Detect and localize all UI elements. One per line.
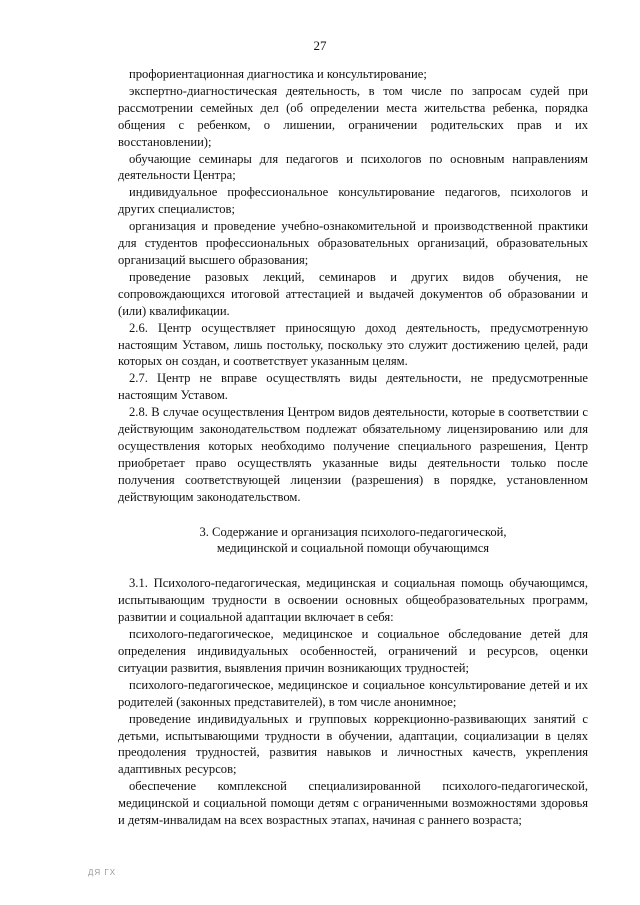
paragraph-practice-organization: организация и проведение учебно-ознакомительной и производственной практики для студентов профессиональных образовательных организаций, образовательных организаций высшего образования; <box>118 219 588 267</box>
paragraph-career-diagnostics: профориентационная диагностика и консультирование; <box>129 67 427 81</box>
clause-2-7: 2.7. Центр не вправе осуществлять виды деятельности, не предусмотренные настоящим Уставом. <box>118 371 588 403</box>
document-body <box>118 66 588 829</box>
paragraph-comprehensive-support: обеспечение комплексной специализированной психолого-педагогической, медицинской и социальной помощи детям с ограниченными возможностями здоровья и детям-инвалидам на всех возрастных этапах, начиная с раннего возраста; <box>118 779 588 828</box>
footer-stamp-mark: ДЯ ГХ <box>88 868 117 877</box>
clause-2-6: 2.6. Центр осуществляет приносящую доход деятельность, предусмотренную настоящим Уставом, лишь постольку, поскольку это служит достижению целей, ради которых он создан, и соответствует указанным целям. <box>118 320 588 369</box>
clause-2-8: 2.8. В случае осуществления Центром видов деятельности, которые в соответствии с действующим законодательством подлежат обязательному лицензированию или для осуществления которых необходимо получение специального разрешения, Центр приобретает право осуществлять указанные виды деятельности только после получения соответствующей лицензии (разрешения) в порядке, установленном действующим законодательством. <box>118 405 588 504</box>
section-3-heading <box>118 524 588 558</box>
paragraph-one-time-lectures: проведение разовых лекций, семинаров и других видов обучения, не сопровождающихся итоговой аттестацией и выдачей документов об образовании и (или) квалификации. <box>118 269 588 318</box>
paragraph-individual-consulting: индивидуальное профессиональное консультирование педагогов, психологов и других специалистов; <box>118 185 588 217</box>
section-3-heading-line-1: 3. Содержание и организация психолого-педагогической, <box>199 524 507 539</box>
paragraph-correctional-classes: проведение индивидуальных и групповых коррекционно-развивающих занятий с детьми, испытывающими трудности в обучении, адаптации, социализации в целях преодоления трудностей, развития навыков и личностных качеств, укрепления адаптивных ресурсов; <box>118 711 588 777</box>
page-number: 27 <box>313 38 327 53</box>
paragraph-consulting-children-parents: психолого-педагогическое, медицинское и социальное консультирование детей и их родителей (законных представителей), в том числе анонимное; <box>118 677 588 709</box>
clause-3-1: 3.1. Психолого-педагогическая, медицинская и социальная помощь обучающимся, испытывающим трудности в освоении основных общеобразовательных программ, развитии и социальной адаптации включает в себя: <box>118 576 588 625</box>
paragraph-training-seminars: обучающие семинары для педагогов и психологов по основным направлениям деятельности Центра; <box>118 151 588 183</box>
paragraph-examination: психолого-педагогическое, медицинское и социальное обследование детей для определения индивидуальных особенностей, ограничений и ресурсов, оценки ситуации развития, выявления причин возникающих трудностей; <box>118 627 588 675</box>
section-3-heading-line-2: медицинской и социальной помощи обучающимся <box>216 541 490 556</box>
paragraph-expert-diagnostics: экспертно-диагностическая деятельность, в том числе по запросам судей при рассмотрении семейных дел (об определении места жительства ребенка, порядка общения с ребенком, о лишении, ограничении родительских прав и их восстановлении); <box>118 83 588 149</box>
